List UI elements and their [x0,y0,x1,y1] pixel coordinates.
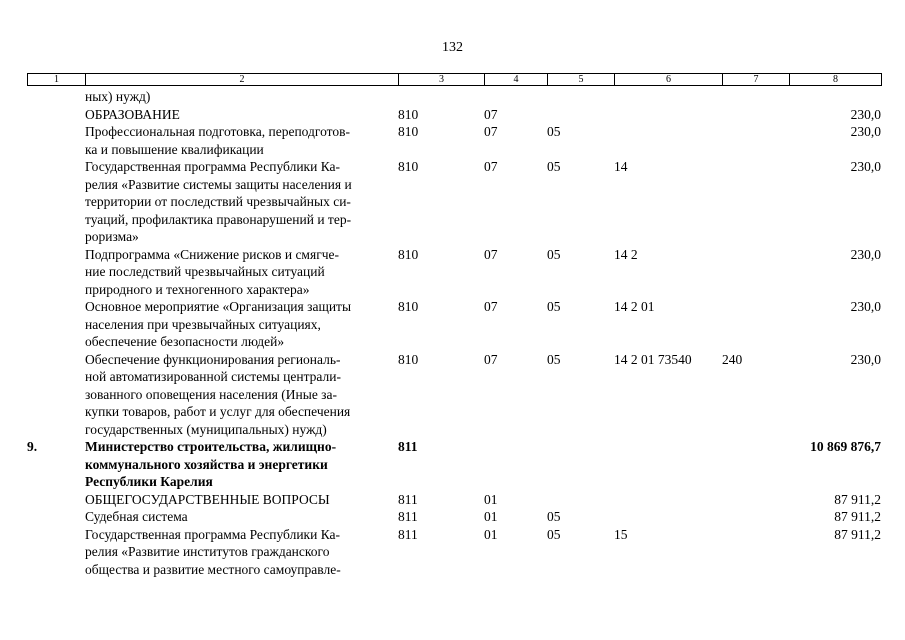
target-article-code [614,491,722,509]
section-code: 01 [484,491,498,507]
description-line: общества и развитие местного самоуправле- [85,561,341,577]
description-line: ОБРАЗОВАНИЕ [85,106,180,122]
amount: 230,0 [850,351,881,367]
amount: 230,0 [850,299,881,314]
row-number [27,508,85,526]
amount: 230,0 [850,246,881,262]
ministry-code: 810 [398,246,419,262]
row-description [85,158,398,246]
description-line: Подпрограмма «Снижение рисков и смягче- [85,246,340,262]
description-line: коммунального хозяйства и энергетики [85,456,328,472]
row-number [27,491,85,509]
description-line: Судебная система [85,509,188,524]
subsection-code: 05 [547,159,561,174]
amount: 230,0 [850,124,881,139]
section-code [484,88,547,106]
section-code: 07 [484,124,498,139]
description-line: населения при чрезвычайных ситуациях, [85,316,321,332]
row-description [85,438,398,491]
section-code: 01 [484,526,498,542]
amount: 87 911,2 [834,491,881,507]
description-line: территории от последствий чрезвычайных си- [85,194,351,209]
table-row [27,438,881,491]
subsection-code: 05 [547,246,561,262]
target-article-code [614,438,722,491]
header-col-6: 6 [615,74,723,86]
target-article-code [614,106,722,124]
subsection-code: 05 [547,124,561,139]
row-description [85,351,398,439]
table-row [27,246,881,299]
target-article-code [614,88,722,106]
section-code [484,438,547,491]
row-number [27,106,85,124]
description-line: туаций, профилактика правонарушений и тер- [85,211,352,227]
amount: 230,0 [850,159,881,174]
row-description [85,123,398,158]
table-row [27,526,881,579]
row-number [27,123,85,158]
target-article-code: 15 [614,526,628,542]
subsection-code [547,438,614,491]
target-article-code: 14 2 01 [614,299,655,314]
description-line: зованного оповещения населения (Иные за- [85,386,338,402]
description-line: Государственная программа Республики Ка- [85,526,341,542]
row-description [85,508,398,526]
row-description [85,526,398,579]
page-number: 132 [442,40,463,55]
row-number [27,526,85,579]
description-line: ОБЩЕГОСУДАРСТВЕННЫЕ ВОПРОСЫ [85,491,330,507]
budget-table [27,88,881,578]
header-col-2: 2 [86,74,399,86]
description-line: обеспечение безопасности людей» [85,334,285,349]
expense-type-code [722,106,789,124]
expense-type-code [722,123,789,158]
expense-type-code: 240 [722,351,743,367]
section-code: 07 [484,351,498,367]
description-line: Государственная программа Республики Ка- [85,159,341,174]
row-number [27,246,85,299]
row-description [85,298,398,351]
section-code: 07 [484,159,498,174]
header-col-7: 7 [723,74,790,86]
table-row [27,351,881,439]
header-col-8: 8 [790,74,882,86]
table-row [27,123,881,158]
header-col-1: 1 [28,74,86,86]
description-line: купки товаров, работ и услуг для обеспечения [85,404,351,419]
target-article-code [614,123,722,158]
description-line: ние последствий чрезвычайных ситуаций [85,264,325,279]
ministry-code: 811 [398,439,418,454]
table-row [27,508,881,526]
ministry-code: 811 [398,491,418,507]
table-row [27,158,881,246]
subsection-code: 05 [547,526,561,542]
row-number [27,298,85,351]
table-row [27,88,881,106]
row-number: 9. [27,439,38,454]
description-line: государственных (муниципальных) нужд) [85,421,327,437]
amount: 87 911,2 [834,509,881,524]
description-line: Основное мероприятие «Организация защиты [85,299,352,314]
subsection-code [547,106,614,124]
expense-type-code [722,491,789,509]
ministry-code: 811 [398,509,418,524]
table-row [27,106,881,124]
description-line: Республики Карелия [85,474,213,489]
target-article-code [614,508,722,526]
row-number [27,158,85,246]
amount: 230,0 [850,106,881,122]
target-article-code: 14 2 [614,246,638,262]
expense-type-code [722,158,789,246]
row-description [85,246,398,299]
row-description [85,491,398,509]
description-line: релия «Развитие системы защиты населения и [85,176,352,192]
amount: 87 911,2 [834,526,881,542]
section-code: 07 [484,106,498,122]
expense-type-code [722,88,789,106]
ministry-code: 810 [398,299,419,314]
target-article-code: 14 [614,159,628,174]
table-row [27,298,881,351]
ministry-code: 810 [398,124,419,139]
description-line: Министерство строительства, жилищно- [85,439,337,454]
expense-type-code [722,246,789,299]
subsection-code [547,88,614,106]
description-line: Обеспечение функционирования региональ- [85,351,341,367]
subsection-code [547,491,614,509]
row-number [27,351,85,439]
expense-type-code [722,526,789,579]
expense-type-code [722,508,789,526]
header-row [28,74,882,86]
ministry-code: 810 [398,159,419,174]
header-col-3: 3 [399,74,485,86]
ministry-code: 810 [398,106,419,122]
table-header [27,73,882,86]
ministry-code: 810 [398,351,419,367]
row-description [85,88,398,106]
expense-type-code [722,438,789,491]
section-code: 01 [484,509,498,524]
expense-type-code [722,298,789,351]
description-line: Профессиональная подготовка, переподготов- [85,124,351,139]
header-col-4: 4 [485,74,548,86]
ministry-code [398,88,484,106]
header-col-5: 5 [548,74,615,86]
description-line: роризма» [85,229,139,244]
section-code: 07 [484,299,498,314]
row-description [85,106,398,124]
description-line: ка и повышение квалификации [85,141,264,157]
description-line: ных) нужд) [85,89,151,104]
description-line: ной автоматизированной системы централи- [85,369,341,384]
subsection-code: 05 [547,299,561,314]
subsection-code: 05 [547,509,561,524]
description-line: природного и техногенного характера» [85,281,310,297]
subsection-code: 05 [547,351,561,367]
amount: 10 869 876,7 [810,439,881,454]
table-row [27,491,881,509]
section-code: 07 [484,246,498,262]
row-number [27,88,85,106]
amount [789,88,881,106]
description-line: релия «Развитие институтов гражданского [85,544,330,559]
ministry-code: 811 [398,526,418,542]
target-article-code: 14 2 01 73540 [614,351,692,367]
